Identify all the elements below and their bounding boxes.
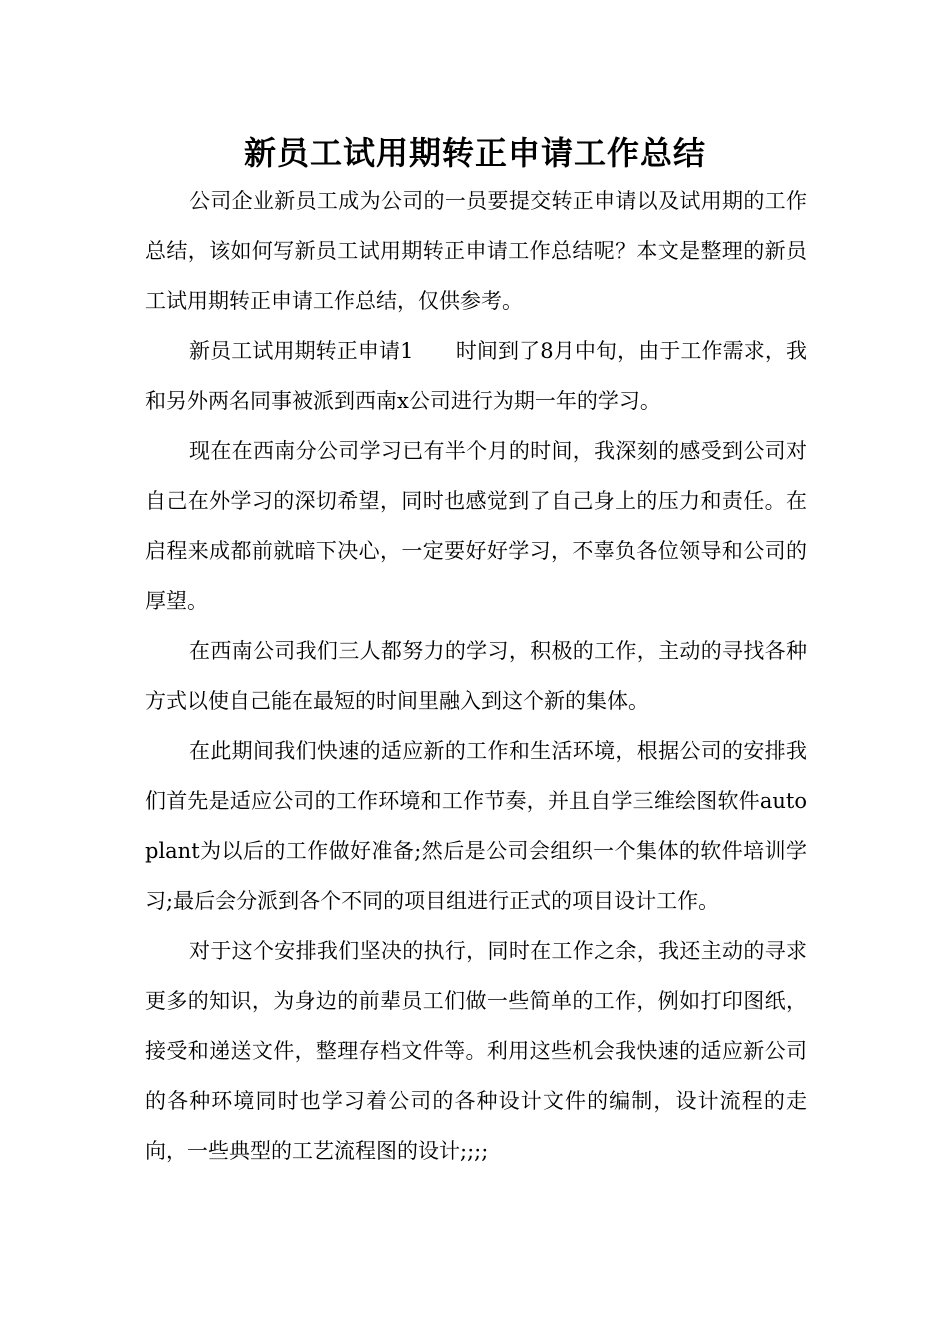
paragraph-study-feelings: 现在在西南分公司学习已有半个月的时间，我深刻的感受到公司对自己在外学习的深切希望，同时也感觉到了自己身上的压力和责任。在启程来成都前就暗下决心，一定要好好学习，不辜负各位领导和公司的厚望。 [145, 439, 807, 613]
paragraph-extra-work: 对于这个安排我们坚决的执行，同时在工作之余，我还主动的寻求更多的知识，为身边的前辈员工们做一些简单的工作，例如打印图纸，接受和递送文件，整理存档文件等。利用这些机会我快速的适应新公司的各种环境同时也学习着公司的各种设计文件的编制，设计流程的走向，一些典型的工艺流程图的设计;;;; [145, 939, 807, 1163]
document-body [145, 176, 807, 1176]
document-title: 新员工试用期转正申请工作总结 [243, 134, 706, 172]
paragraph-application-1: 新员工试用期转正申请1 时间到了8月中旬，由于工作需求，我和另外两名同事被派到西南x公司进行为期一年的学习。 [145, 339, 807, 413]
paragraph-intro: 公司企业新员工成为公司的一员要提交转正申请以及试用期的工作总结，该如何写新员工试用期转正申请工作总结呢？本文是整理的新员工试用期转正申请工作总结，仅供参考。 [145, 189, 807, 313]
paragraph-team-effort: 在西南公司我们三人都努力的学习，积极的工作，主动的寻找各种方式以使自己能在最短的时间里融入到这个新的集体。 [145, 639, 807, 713]
paragraph-adaptation: 在此期间我们快速的适应新的工作和生活环境，根据公司的安排我们首先是适应公司的工作环境和工作节奏，并且自学三维绘图软件autoplant为以后的工作做好准备;然后是公司会组织一个集体的软件培训学习;最后会分派到各个不同的项目组进行正式的项目设计工作。 [145, 739, 807, 913]
